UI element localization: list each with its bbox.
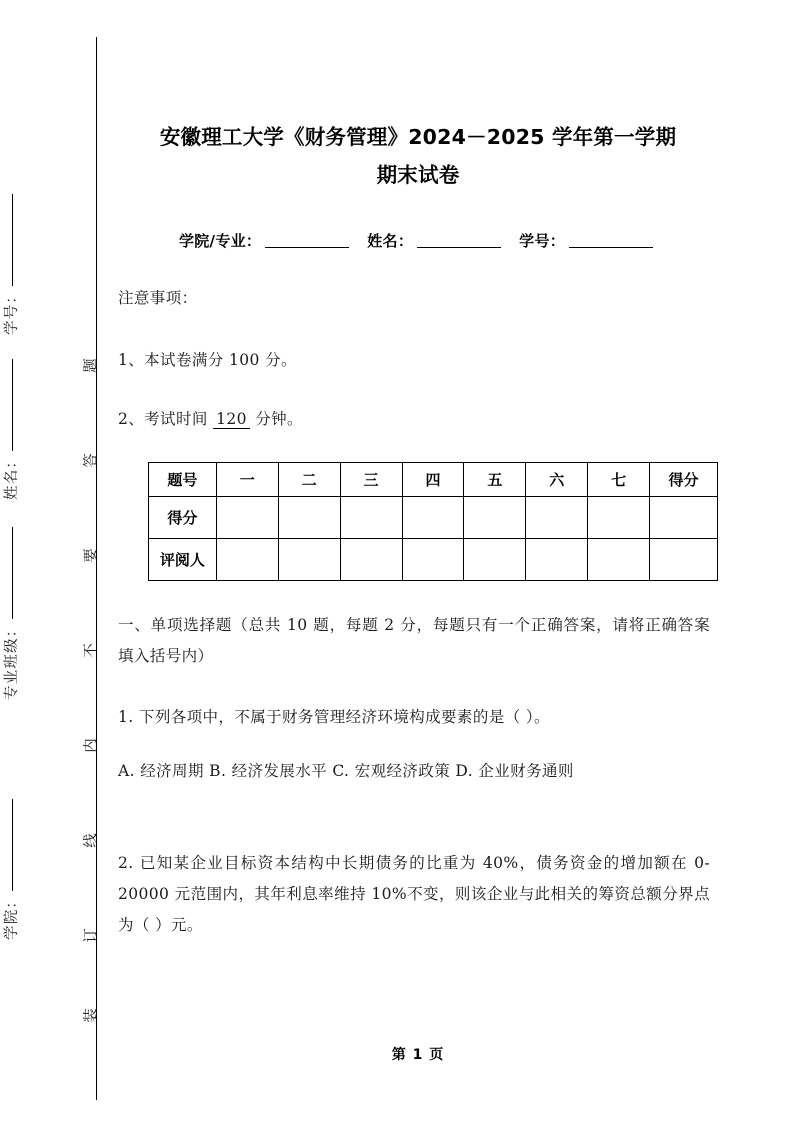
- exam-title-line-2: 期末试卷: [376, 163, 460, 187]
- reviewer-cell[interactable]: [464, 539, 526, 581]
- seal-field-label: 学院：: [4, 892, 20, 940]
- table-header-cell: 六: [526, 463, 588, 497]
- college-major-blank[interactable]: [265, 233, 349, 248]
- table-header-cell: 七: [588, 463, 650, 497]
- score-cell[interactable]: [340, 497, 402, 539]
- seal-char: 线: [83, 833, 100, 848]
- page-title: [122, 118, 714, 194]
- reviewer-cell[interactable]: [650, 539, 718, 581]
- table-row: [149, 539, 718, 581]
- student-info-line: [118, 230, 718, 251]
- notes-heading: 注意事项：: [118, 289, 198, 307]
- question-1-options: A. 经济周期 B. 经济发展水平 C. 宏观经济政策 D. 企业财务通则: [118, 762, 574, 780]
- seal-char: 答: [83, 453, 100, 468]
- table-header-cell: 三: [340, 463, 402, 497]
- seal-field-blank: [12, 528, 13, 620]
- question-1-stem: 1. 下列各项中，不属于财务管理经济环境构成要素的是（ ）。: [118, 708, 550, 726]
- seal-field-blank: [12, 799, 13, 891]
- exam-title-line-1: 安徽理工大学《财务管理》2024－2025 学年第一学期: [159, 125, 677, 149]
- seal-field-college: [0, 640, 21, 940]
- seal-char: 装: [83, 1008, 100, 1023]
- seal-field-label: 学号：: [4, 287, 20, 335]
- table-header-cell: 得分: [650, 463, 718, 497]
- reviewer-cell[interactable]: [526, 539, 588, 581]
- student-no-blank[interactable]: [569, 233, 653, 248]
- name-label: 姓名：: [367, 232, 414, 250]
- exam-duration-value: 120: [213, 410, 250, 429]
- score-cell[interactable]: [588, 497, 650, 539]
- score-cell[interactable]: [650, 497, 718, 539]
- section-heading-one: 一、单项选择题（总共 10 题，每题 2 分，每题只有一个正确答案，请将正确答案填入括号内）: [118, 616, 710, 665]
- reviewer-cell[interactable]: [216, 539, 278, 581]
- score-cell[interactable]: [278, 497, 340, 539]
- table-header-cell: 题号: [149, 463, 217, 497]
- reviewer-cell[interactable]: [402, 539, 464, 581]
- college-major-label: 学院/专业：: [178, 232, 262, 250]
- score-cell[interactable]: [526, 497, 588, 539]
- seal-char: 不: [83, 643, 100, 658]
- notes-item-2-prefix: 2、考试时间: [118, 410, 214, 428]
- row-label: 得分: [149, 497, 217, 539]
- seal-char: 题: [83, 358, 100, 373]
- score-cell[interactable]: [216, 497, 278, 539]
- table-header-cell: 一: [216, 463, 278, 497]
- table-header-cell: 二: [278, 463, 340, 497]
- score-table: [148, 462, 718, 581]
- student-no-label: 学号：: [519, 232, 566, 250]
- seal-char: 要: [83, 548, 100, 563]
- reviewer-cell[interactable]: [340, 539, 402, 581]
- table-header-cell: 四: [402, 463, 464, 497]
- seal-char: 订: [83, 928, 100, 943]
- notes-item-1: 1、本试卷满分 100 分。: [118, 351, 297, 369]
- question-2-stem: 2. 已知某企业目标资本结构中长期债务的比重为 40%，债务资金的增加额在 0-20000 元范围内，其年利息率维持 10%不变，则该企业与此相关的筹资总额分界点为（ ）元。: [118, 854, 710, 934]
- seal-field-label: 姓名：: [4, 452, 20, 500]
- notes-item-2-suffix: 分钟。: [249, 410, 303, 428]
- table-header-row: [149, 463, 718, 497]
- reviewer-cell[interactable]: [588, 539, 650, 581]
- name-blank[interactable]: [417, 233, 501, 248]
- score-cell[interactable]: [402, 497, 464, 539]
- table-header-cell: 五: [464, 463, 526, 497]
- seal-field-label: 专业班级：: [4, 621, 20, 700]
- exam-sheet: [118, 0, 718, 1122]
- sealing-strip: [0, 0, 110, 1122]
- notes-item-2: [118, 404, 710, 435]
- row-label: 评阅人: [149, 539, 217, 581]
- reviewer-cell[interactable]: [278, 539, 340, 581]
- score-cell[interactable]: [464, 497, 526, 539]
- seal-char: 内: [83, 738, 100, 753]
- page-footer: 第 1 页: [391, 1047, 445, 1063]
- table-row: [149, 497, 718, 539]
